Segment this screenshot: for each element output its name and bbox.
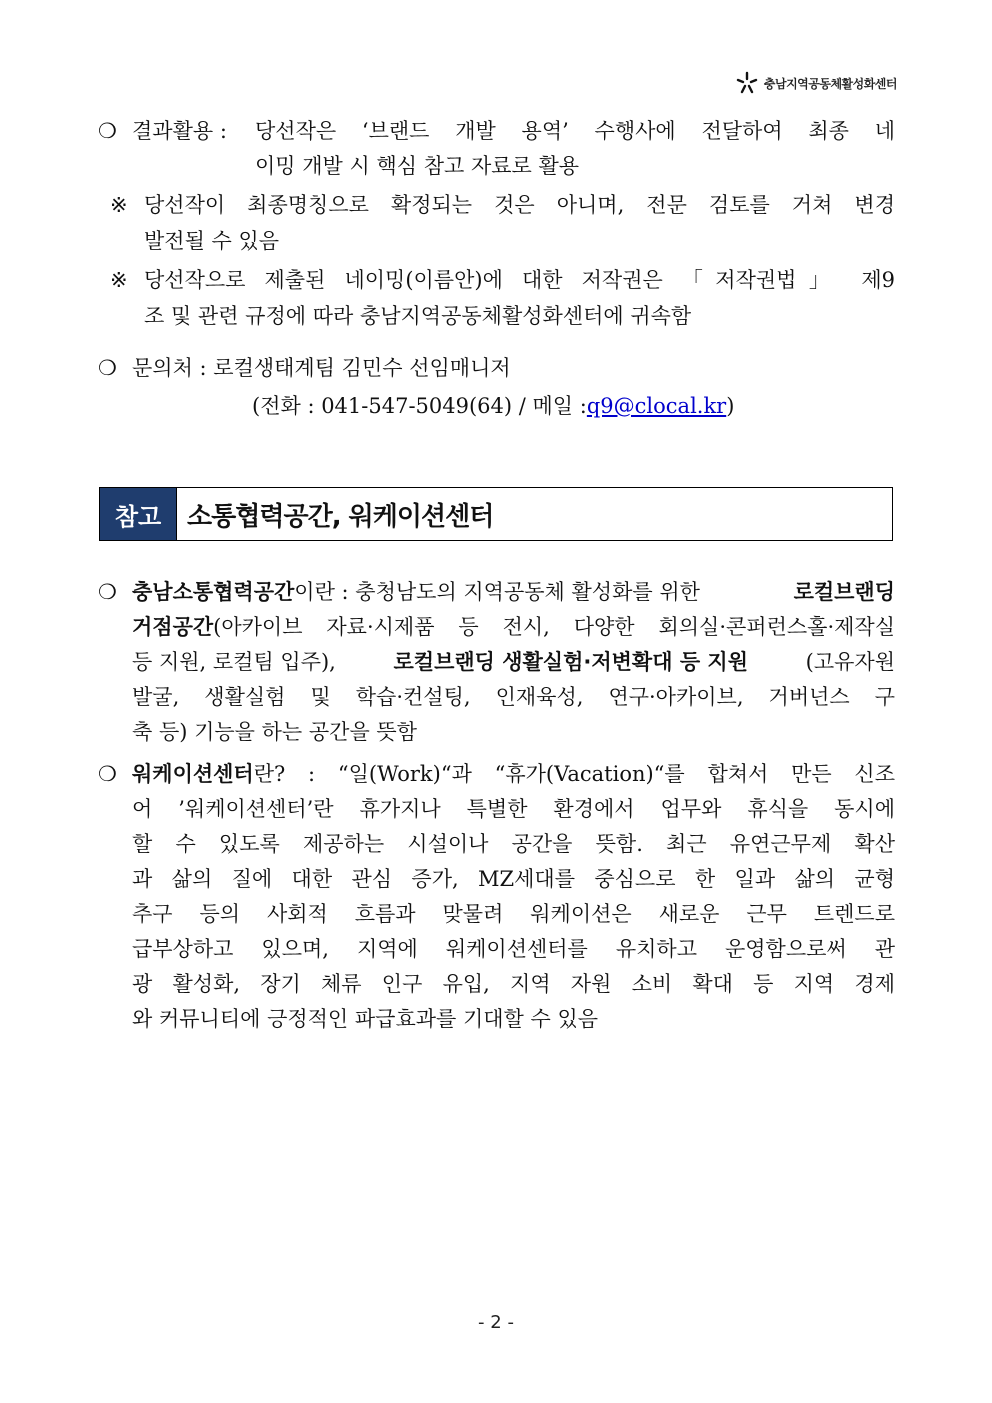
workation-text-7: 광 활성화, 장기 체류 인구 유입, 지역 자원 소비 확대 등 지역 경제 — [132, 972, 895, 996]
contact-line-1 — [98, 353, 511, 383]
note1-text-2: 발전될 수 있음 — [144, 229, 280, 253]
space-line-1 — [98, 577, 895, 607]
circle-bullet-icon: ❍ — [98, 580, 117, 604]
workation-text-4: 과 삶의 질에 대한 관심 증가, MZ세대를 중심으로 한 일과 삶의 균형 — [132, 867, 895, 891]
org-name: 충남지역공동체활성화센터 — [763, 76, 897, 91]
note2-text-1: 당선작으로 제출된 네이밍(이름안)에 대한 저작권은 「저작권법」 제9 — [144, 268, 895, 292]
circle-bullet-icon: ❍ — [98, 762, 117, 786]
space-line-2 — [132, 612, 895, 642]
contact-phone: (전화 : 041-547-5049(64) / 메일 : — [252, 394, 587, 418]
space-line-3 — [132, 647, 895, 677]
sparkle-logo-icon — [734, 70, 760, 96]
note1-line-1 — [110, 190, 895, 220]
reference-mark-icon: ※ — [110, 193, 128, 217]
space-text-5: 축 등) 기능을 하는 공간을 뜻함 — [132, 720, 418, 744]
contact-text: 문의처 : 로컬생태계팀 김민수 선임매니저 — [132, 356, 511, 380]
space-line-4 — [132, 682, 895, 712]
note1-text-1: 당선작이 최종명칭으로 확정되는 것은 아니며, 전문 검토를 거쳐 변경 — [144, 193, 895, 217]
contact-email-link[interactable]: q9@clocal.kr — [586, 394, 727, 418]
contact-suffix: ) — [726, 394, 735, 418]
space-support: 로컬브랜딩 생활실험·저변확대 등 지원 — [393, 650, 748, 674]
workation-term: 워케이션센터 — [132, 762, 254, 786]
note2-line-2 — [144, 301, 691, 331]
workation-text-6: 급부상하고 있으며, 지역에 워케이션센터를 유치하고 운영함으로써 관 — [132, 937, 895, 961]
workation-line-3 — [132, 829, 895, 859]
note1-line-2 — [144, 226, 279, 256]
space-text-1: 이란 : 충청남도의 지역공동체 활성화를 위한 — [294, 580, 700, 604]
workation-line-1 — [98, 759, 895, 789]
workation-text-5: 추구 등의 사회적 흐름과 맞물려 워케이션은 새로운 근무 트렌드로 — [132, 902, 895, 926]
result-text-1: 당선작은 ‘브랜드 개발 용역’ 수행사에 전달하여 최종 네 — [255, 119, 895, 143]
space-text-2: (아카이브 자료·시제품 등 전시, 다양한 회의실·콘퍼런스홀·제작실 — [213, 615, 895, 639]
header-logo — [734, 70, 897, 96]
workation-line-4 — [132, 864, 895, 894]
section-header — [99, 487, 893, 541]
section-title: 소통협력공간, 워케이션센터 — [187, 501, 494, 532]
result-text-2: 이밍 개발 시 핵심 참고 자료로 활용 — [255, 154, 580, 178]
space-hub: 거점공간 — [132, 615, 214, 639]
result-label: 결과활용 : — [132, 119, 227, 143]
workation-line-5 — [132, 899, 895, 929]
page-number: - 2 - — [478, 1312, 514, 1333]
note2-text-2: 조 및 관련 규정에 따라 충남지역공동체활성화센터에 귀속함 — [144, 304, 692, 328]
space-term: 충남소통협력공간 — [132, 580, 295, 604]
workation-line-2 — [132, 794, 895, 824]
contact-line-2 — [252, 391, 734, 421]
workation-line-6 — [132, 934, 895, 964]
workation-text-1: 란? : “일(Work)“과 “휴가(Vacation)“를 합쳐서 만든 신조 — [253, 762, 895, 786]
section-tag: 참고 — [100, 488, 177, 540]
result-line-2 — [255, 151, 579, 181]
space-text-4: 발굴, 생활실험 및 학습·컨설팅, 인재육성, 연구·아카이브, 거버넌스 구 — [132, 685, 895, 709]
space-term-2: 로컬브랜딩 — [793, 580, 895, 604]
circle-bullet-icon: ❍ — [98, 356, 117, 380]
reference-mark-icon: ※ — [110, 268, 128, 292]
workation-text-3: 할 수 있도록 제공하는 시설이나 공간을 뜻함. 최근 유연근무제 확산 — [132, 832, 895, 856]
note2-line-1 — [110, 265, 895, 295]
workation-line-8 — [132, 1004, 598, 1034]
space-text-3b: (고유자원 — [805, 650, 895, 674]
space-line-5 — [132, 717, 417, 747]
circle-bullet-icon: ❍ — [98, 119, 117, 143]
workation-line-7 — [132, 969, 895, 999]
space-text-3: 등 지원, 로컬팀 입주), — [132, 650, 336, 674]
workation-text-2: 어 ’워케이션센터’란 휴가지나 특별한 환경에서 업무와 휴식을 동시에 — [132, 797, 895, 821]
workation-text-8: 와 커뮤니티에 긍정적인 파급효과를 기대할 수 있음 — [132, 1007, 599, 1031]
result-line-1 — [98, 116, 895, 146]
